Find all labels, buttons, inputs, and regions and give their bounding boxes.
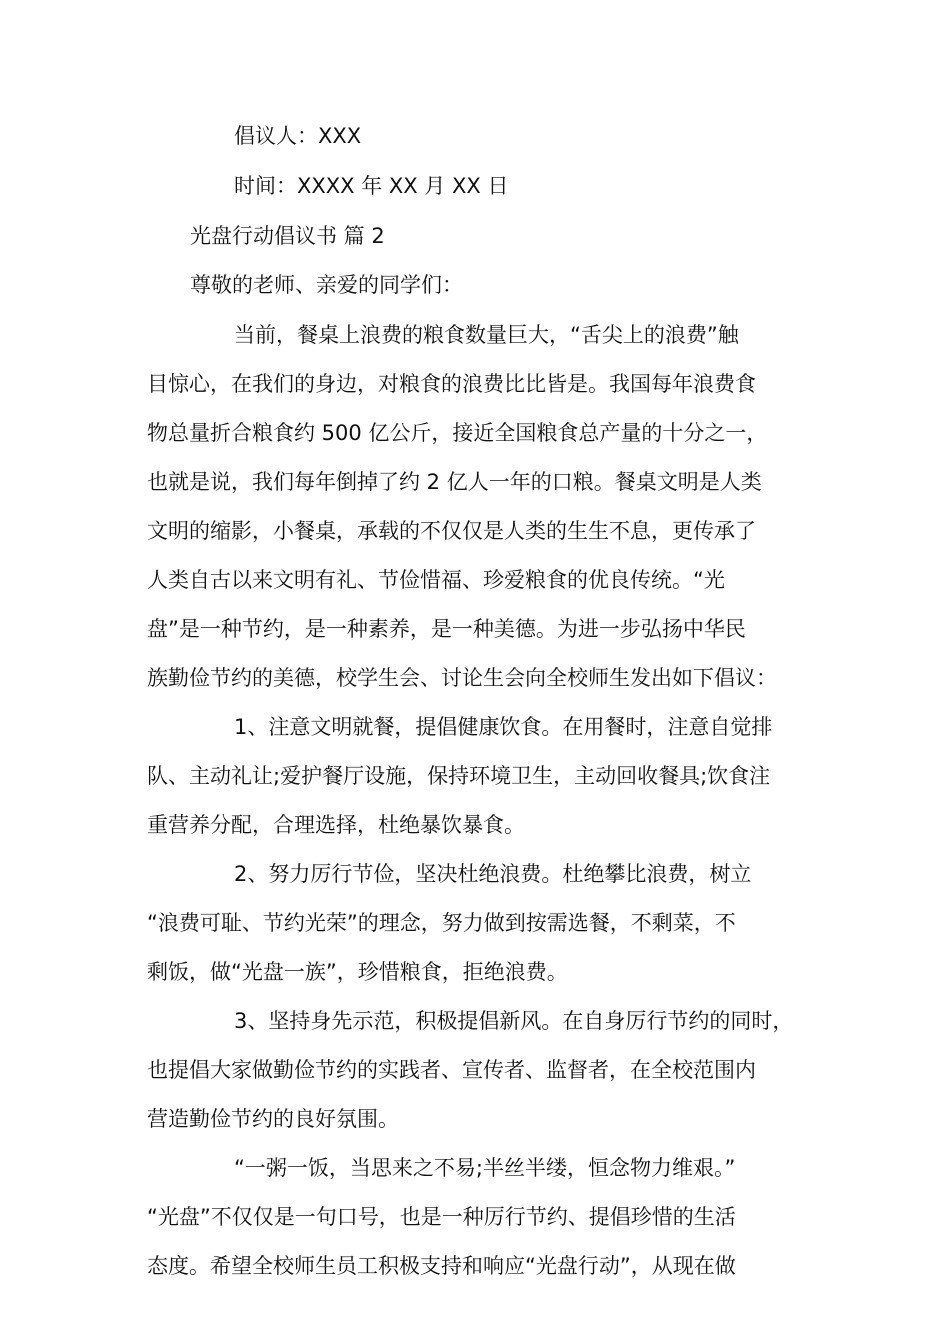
salutation: 尊敬的老师、亲爱的同学们： [190, 273, 463, 297]
paragraph-line: 人类自古以来文明有礼、节俭惜福、珍爱粮食的优良传统。“光 [147, 568, 725, 592]
paragraph-line: 营造勤俭节约的良好氛围。 [147, 1107, 399, 1131]
paragraph-line: “浪费可耻、节约光荣”的理念，努力做到按需选餐，不剩菜，不 [147, 911, 736, 935]
paragraph-line: 重营养分配，合理选择，杜绝暴饮暴食。 [147, 813, 525, 837]
paragraph-line: 也提倡大家做勤俭节约的实践者、宣传者、监督者，在全校范围内 [147, 1058, 756, 1082]
paragraph-line: 剩饭，做“光盘一族”，珍惜粮食，拒绝浪费。 [147, 960, 568, 984]
section-title: 光盘行动倡议书 篇 2 [190, 224, 385, 248]
paragraph-line: 2、努力厉行节俭，坚决杜绝浪费。杜绝攀比浪费，树立 [234, 862, 752, 886]
signature-proposer: 倡议人：XXX [234, 124, 362, 148]
paragraph-line: 队、主动礼让;爱护餐厅设施，保持环境卫生，主动回收餐具;饮食注 [147, 764, 771, 788]
paragraph-line: 3、坚持身先示范，积极提倡新风。在自身厉行节约的同时， [234, 1009, 794, 1033]
paragraph-line: “一粥一饭，当思来之不易;半丝半缕，恒念物力维艰。” [234, 1156, 736, 1180]
paragraph-line: 文明的缩影，小餐桌，承载的不仅仅是人类的生生不息，更传承了 [147, 519, 756, 543]
paragraph-line: 态度。希望全校师生员工积极支持和响应“光盘行动”，从现在做 [147, 1254, 736, 1278]
paragraph-line: 族勤俭节约的美德，校学生会、讨论生会向全校师生发出如下倡议： [147, 666, 777, 690]
paragraph-line: 1、注意文明就餐，提倡健康饮食。在用餐时，注意自觉排 [234, 715, 773, 739]
paragraph-line: 盘”是一种节约，是一种素养，是一种美德。为进一步弘扬中华民 [147, 617, 746, 641]
signature-date: 时间：XXXX 年 XX 月 XX 日 [234, 174, 509, 198]
paragraph-line: 也就是说，我们每年倒掉了约 2 亿人一年的口粮。餐桌文明是人类 [147, 470, 762, 494]
paragraph-line: 目惊心，在我们的身边，对粮食的浪费比比皆是。我国每年浪费食 [147, 372, 756, 396]
paragraph-line: 当前，餐桌上浪费的粮食数量巨大，“舌尖上的浪费”触 [234, 323, 739, 347]
paragraph-line: “光盘”不仅仅是一句口号，也是一种厉行节约、提倡珍惜的生活 [147, 1205, 736, 1229]
paragraph-line: 物总量折合粮食约 500 亿公斤，接近全国粮食总产量的十分之一， [147, 421, 768, 445]
